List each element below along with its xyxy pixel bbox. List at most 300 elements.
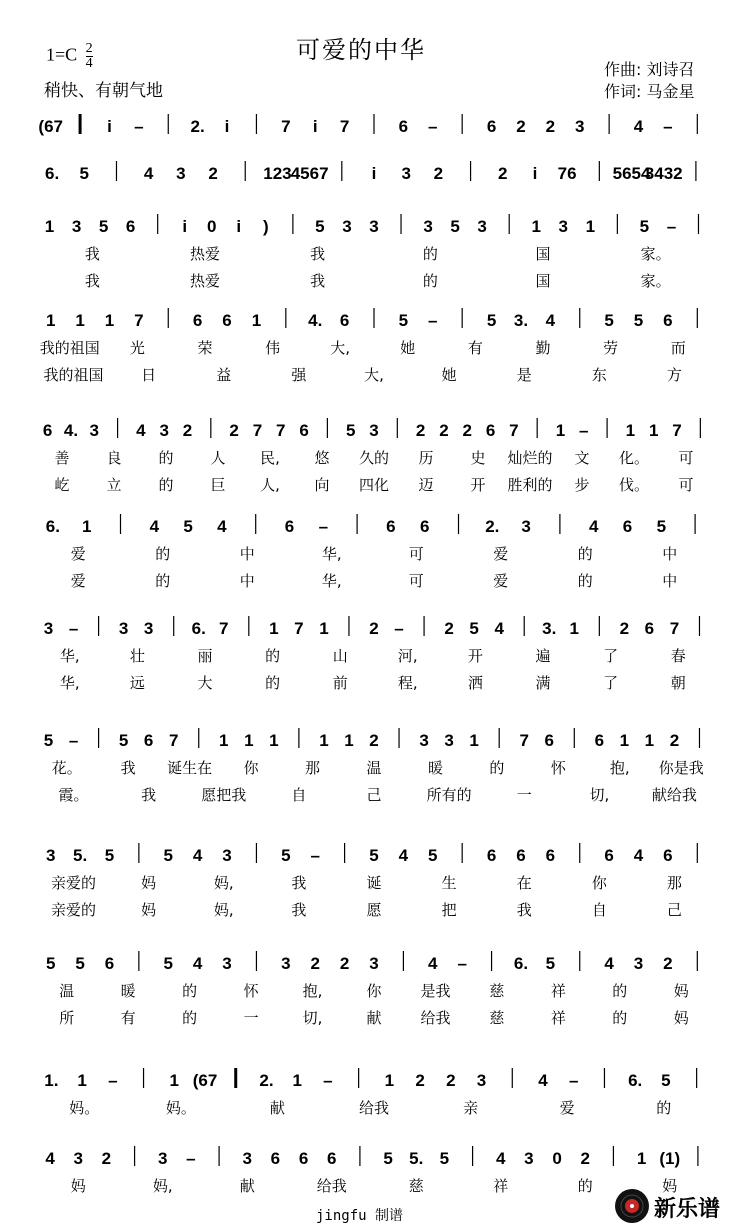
note: 1 — [219, 731, 229, 750]
brand-logo — [612, 1186, 745, 1225]
note: 1 — [104, 311, 115, 330]
note: 4 — [217, 517, 227, 536]
note: – — [323, 1071, 333, 1090]
lyric-syllable: 怀 — [243, 982, 259, 1000]
lyric-syllable: 生 — [441, 874, 457, 892]
lyric-syllable: 悠 — [314, 449, 330, 467]
lyric-syllable: 妈 — [141, 874, 157, 892]
lyric-syllable: 大, — [364, 366, 384, 384]
lyric-syllable: 中 — [239, 572, 255, 590]
lyric-syllable: 妈。 — [165, 1099, 196, 1117]
lyric-syllable: 勤 — [535, 339, 551, 357]
note: – — [310, 846, 320, 865]
note: (1) — [659, 1149, 681, 1168]
lyric-syllable: 爱 — [493, 545, 509, 563]
note: 1 — [619, 731, 630, 750]
note: 5 — [450, 217, 460, 236]
note: i — [371, 164, 377, 183]
lyric-syllable: 我 — [310, 245, 326, 263]
lyric-syllable: 祥 — [550, 1009, 566, 1027]
note: 7 — [339, 117, 350, 136]
note: 3 — [444, 731, 454, 750]
note: 1 — [169, 1071, 180, 1090]
note: 5 — [281, 846, 291, 865]
note: 3 — [222, 846, 232, 865]
note: 6. — [191, 619, 206, 638]
lyric-syllable: 是 — [516, 366, 532, 384]
note: 3 — [419, 731, 429, 750]
note: 6 — [663, 311, 673, 330]
note: 2 — [229, 421, 239, 440]
lyric-syllable: 朝 — [670, 674, 686, 692]
lyric-syllable: 慈 — [408, 1177, 424, 1195]
note: 6 — [544, 731, 554, 750]
lyric-syllable: 热爱 — [189, 272, 221, 290]
note: 1 — [269, 619, 279, 638]
note: 1 — [292, 1071, 302, 1090]
lyric-syllable: 华, — [321, 545, 342, 563]
note: 6 — [104, 954, 115, 973]
lyric-syllable: 所有的 — [426, 786, 472, 804]
note: 7 — [134, 311, 144, 330]
lyric-syllable: 壮 — [129, 647, 145, 665]
lyric-syllable: 向 — [314, 476, 330, 494]
lyric-syllable: 日 — [141, 366, 157, 384]
note: 5. — [409, 1149, 424, 1168]
note: 1 — [469, 731, 479, 750]
lyric-syllable: 伟 — [265, 339, 281, 357]
note: 6 — [192, 311, 203, 330]
note: (67 — [38, 117, 63, 136]
lyric-syllable: 可 — [678, 476, 694, 494]
note: 1 — [251, 311, 262, 330]
lyric-syllable: 亲爱的 — [51, 874, 97, 892]
lyric-syllable: 自 — [591, 901, 607, 919]
lyric-syllable: 我的祖国 — [43, 366, 104, 384]
note: 123 — [263, 164, 292, 183]
note: 5 — [75, 954, 85, 973]
note: 6 — [42, 421, 53, 440]
lyric-syllable: 中 — [662, 545, 678, 563]
note: 4 — [149, 517, 160, 536]
note: 6 — [386, 517, 396, 536]
lyric-syllable: 了 — [603, 647, 619, 665]
lyric-syllable: 的 — [155, 572, 171, 590]
note: 3 — [423, 217, 433, 236]
lyric-syllable: 的 — [612, 982, 628, 1000]
note: 5 — [345, 421, 356, 440]
lyric-syllable: 良 — [106, 449, 122, 467]
note: 0 — [207, 217, 217, 236]
score-system — [46, 514, 695, 590]
lyric-syllable: 化。 — [618, 449, 650, 467]
note: 6 — [604, 846, 614, 865]
note: 5 — [633, 311, 644, 330]
lyric-syllable: 有 — [467, 339, 483, 357]
lyric-syllable: 慈 — [489, 1009, 505, 1027]
lyric-syllable: 民, — [260, 449, 280, 467]
note: 6 — [298, 1149, 309, 1168]
note: 1 — [384, 1071, 395, 1090]
note: 5 — [43, 731, 54, 750]
note: 4 — [192, 846, 203, 865]
note: 6 — [663, 846, 673, 865]
lyric-syllable: 妈, — [213, 901, 234, 919]
note: 3 — [524, 1149, 534, 1168]
lyric-syllable: 的 — [265, 647, 281, 665]
note: 76 — [557, 164, 577, 183]
lyric-syllable: 她 — [441, 366, 457, 384]
score-system — [45, 214, 699, 290]
note: 5 — [79, 164, 90, 183]
lyric-syllable: 山 — [332, 647, 348, 665]
note: 2 — [433, 164, 444, 183]
note: 7 — [672, 421, 682, 440]
note: 2 — [439, 421, 449, 440]
note: 3 — [242, 1149, 252, 1168]
lyric-syllable: 祥 — [550, 982, 566, 1000]
lyric-syllable: 我 — [291, 874, 307, 892]
note: 6 — [143, 731, 154, 750]
lyric-syllable: 史 — [470, 449, 486, 467]
note: 1 — [44, 217, 55, 236]
note: 3 — [176, 164, 186, 183]
note: – — [457, 954, 467, 973]
lyric-syllable: 的 — [182, 1009, 198, 1027]
lyric-syllable: 我 — [516, 901, 532, 919]
lyric-syllable: 国 — [535, 245, 551, 263]
note: i — [182, 217, 188, 236]
time-denominator: 4 — [85, 56, 93, 71]
lyric-syllable: 我 — [84, 272, 100, 290]
note: 6 — [419, 517, 430, 536]
note: – — [428, 311, 438, 330]
lyric-syllable: 我 — [310, 272, 326, 290]
note: 5 — [183, 517, 193, 536]
note: 3 — [369, 217, 379, 236]
note: 3 — [222, 954, 232, 973]
score-system — [40, 308, 698, 384]
lyric-syllable: 给我 — [316, 1177, 347, 1195]
lyric-syllable: 程, — [397, 674, 418, 692]
note: 1 — [81, 517, 92, 536]
lyric-syllable: 献 — [239, 1177, 255, 1195]
note: 2 — [446, 1071, 456, 1090]
note: 6 — [486, 846, 497, 865]
note: 5 — [469, 619, 479, 638]
song-title: 可爱的中华 — [296, 36, 426, 64]
note: 6 — [516, 846, 526, 865]
note: 4 — [633, 846, 644, 865]
lyric-syllable: 胜利的 — [507, 476, 553, 494]
lyric-syllable: 东 — [591, 366, 607, 384]
lyric-syllable: 我 — [141, 786, 157, 804]
note: 2 — [415, 1071, 425, 1090]
score-system — [45, 1146, 698, 1195]
note: 6. — [628, 1071, 643, 1090]
note: – — [579, 421, 589, 440]
lyric-syllable: 而 — [670, 339, 686, 357]
lyric-syllable: 迈 — [418, 476, 434, 494]
lyric-syllable: 的 — [158, 449, 174, 467]
note: 6 — [339, 311, 350, 330]
lyric-syllable: 开 — [470, 476, 486, 494]
lyric-syllable: 有 — [120, 1009, 136, 1027]
lyric-syllable: 荣 — [197, 339, 213, 357]
lyric-syllable: 的 — [182, 982, 198, 1000]
lyric-syllable: 你是我 — [658, 759, 704, 777]
lyric-syllable: 妈, — [213, 874, 234, 892]
lyric-syllable: 慈 — [489, 982, 505, 1000]
note: 0 — [552, 1149, 562, 1168]
lyric-syllable: 遍 — [535, 647, 551, 665]
lyric-syllable: 我的祖国 — [39, 339, 100, 357]
note: i — [312, 117, 318, 136]
lyric-syllable: 步 — [574, 476, 590, 494]
note: – — [394, 619, 404, 638]
note: 1 — [75, 311, 85, 330]
lyric-syllable: 家。 — [640, 272, 671, 290]
note: 2. — [259, 1071, 274, 1090]
lyric-syllable: 献 — [366, 1009, 382, 1027]
note: – — [68, 619, 79, 638]
lyric-syllable: 大, — [330, 339, 351, 357]
lyric-syllable: 人, — [260, 476, 280, 494]
lyric-syllable: 给我 — [420, 1009, 451, 1027]
note: – — [68, 731, 79, 750]
note: 4 — [428, 954, 438, 973]
lyric-syllable: 一 — [516, 786, 532, 804]
note: 3 — [476, 1071, 487, 1090]
lyric-syllable: 你 — [591, 874, 607, 892]
note: 5 — [163, 846, 173, 865]
note: ) — [263, 217, 269, 236]
note: 1 — [269, 731, 279, 750]
lyric-syllable: 抱, — [302, 982, 323, 1000]
key-label: 1=C — [46, 44, 78, 65]
note: 6 — [270, 1149, 281, 1168]
note: 6 — [594, 731, 605, 750]
note: 3 — [521, 517, 531, 536]
note: 5 — [369, 846, 379, 865]
transcriber-credit: jingfu 制谱 — [316, 1208, 404, 1224]
note: 3. — [513, 311, 529, 330]
lyric-syllable: 可 — [408, 545, 424, 563]
lyric-syllable: 怀 — [550, 759, 566, 777]
note: 2 — [669, 731, 680, 750]
lyric-syllable: 那 — [305, 759, 321, 777]
note: 2 — [339, 954, 350, 973]
note: 7 — [294, 619, 304, 638]
lyric-syllable: 屹 — [54, 476, 70, 494]
note: 3 — [71, 217, 82, 236]
note: 5 — [45, 954, 56, 973]
lyric-syllable: 妈 — [673, 1009, 689, 1027]
note: 6. — [45, 517, 60, 536]
lyric-syllable: 的 — [577, 572, 593, 590]
note: 4 — [538, 1071, 548, 1090]
lyric-syllable: 一 — [243, 1009, 259, 1027]
score-system — [44, 616, 700, 692]
note: 4 — [633, 117, 644, 136]
note: 7 — [669, 619, 680, 638]
note: 3432 — [644, 164, 683, 183]
note: 1 — [569, 619, 580, 638]
lyric-syllable: 所 — [59, 1009, 75, 1027]
lyric-syllable: 诞 — [366, 874, 382, 892]
note: 6 — [284, 517, 295, 536]
lyric-syllable: 河, — [397, 647, 418, 665]
note: 3 — [45, 846, 56, 865]
note: i — [532, 164, 538, 183]
lyric-syllable: 方 — [666, 366, 682, 384]
note: – — [428, 117, 438, 136]
note: 4 — [604, 954, 614, 973]
lyric-syllable: 我 — [84, 245, 100, 263]
note: 5 — [398, 311, 409, 330]
note: 1 — [648, 421, 659, 440]
lyric-syllable: 妈 — [141, 901, 157, 919]
lyric-syllable: 己 — [366, 786, 382, 804]
lyric-syllable: 你 — [366, 982, 382, 1000]
lyric-syllable: 妈, — [152, 1177, 173, 1195]
lyric-syllable: 愿把我 — [201, 786, 247, 804]
brand-name: 新乐谱 — [654, 1197, 721, 1222]
note: 7 — [252, 421, 263, 440]
note: 1 — [77, 1071, 87, 1090]
lyric-syllable: 丽 — [197, 647, 213, 665]
lyric-syllable: 可 — [408, 572, 424, 590]
lyric-syllable: 亲 — [463, 1099, 479, 1117]
lyric-syllable: 华, — [321, 572, 342, 590]
note: 6 — [125, 217, 136, 236]
note: 1 — [585, 217, 596, 236]
lyric-syllable: 的 — [155, 545, 171, 563]
note: 1 — [531, 217, 541, 236]
lyric-syllable: 了 — [603, 674, 619, 692]
note: 4 — [545, 311, 556, 330]
note: 5 — [545, 954, 556, 973]
note: 4 — [494, 619, 504, 638]
lyric-syllable: 伐。 — [618, 476, 650, 494]
note: 4. — [63, 421, 79, 440]
note: 5 — [383, 1149, 393, 1168]
note: 3 — [477, 217, 487, 236]
note: 6 — [327, 1149, 337, 1168]
lyric-syllable: 暖 — [427, 759, 443, 777]
lyric-syllable: 妈 — [673, 982, 689, 1000]
lyric-syllable: 光 — [129, 339, 145, 357]
note: 5 — [104, 846, 115, 865]
score-system — [46, 843, 697, 919]
note: 3 — [118, 619, 129, 638]
lyric-syllable: 亲爱的 — [51, 901, 97, 919]
lyric-syllable: 洒 — [467, 674, 483, 692]
note: 2 — [415, 421, 426, 440]
note: 3 — [158, 1149, 168, 1168]
note: 1 — [319, 731, 329, 750]
note: 7 — [519, 731, 529, 750]
note: 5 — [118, 731, 129, 750]
lyric-syllable: 可 — [678, 449, 694, 467]
lyricist-credit: 作词: 马金星 — [604, 82, 695, 101]
lyric-syllable: 远 — [129, 674, 145, 692]
note: 4 — [143, 164, 154, 183]
note: (67 — [192, 1071, 218, 1090]
note: 7 — [276, 421, 286, 440]
lyric-syllable: 献 — [269, 1099, 285, 1117]
lyric-syllable: 善 — [54, 449, 70, 467]
note: i — [236, 217, 242, 236]
note: 4 — [136, 421, 146, 440]
note: – — [134, 117, 144, 136]
note: 2 — [462, 421, 472, 440]
lyric-syllable: 四化 — [358, 476, 390, 494]
note: 6 — [398, 117, 409, 136]
lyric-syllable: 温 — [366, 759, 382, 777]
lyric-syllable: 己 — [666, 901, 682, 919]
lyric-syllable: 文 — [574, 449, 590, 467]
note: 6 — [486, 117, 497, 136]
note: 1 — [244, 731, 254, 750]
note: 6 — [485, 421, 496, 440]
note: 6 — [299, 421, 309, 440]
lyric-syllable: 益 — [216, 366, 232, 384]
lyric-syllable: 把 — [441, 901, 457, 919]
lyric-syllable: 抱, — [609, 759, 630, 777]
note: 3 — [633, 954, 644, 973]
lyric-syllable: 的 — [577, 1177, 593, 1195]
lyric-syllable: 的 — [158, 476, 174, 494]
lyric-syllable: 的 — [422, 245, 438, 263]
lyric-syllable: 的 — [265, 674, 281, 692]
lyric-syllable: 霞。 — [58, 786, 89, 804]
lyric-syllable: 立 — [106, 476, 122, 494]
lyric-syllable: 华, — [59, 647, 80, 665]
note: 2 — [101, 1149, 112, 1168]
note: 6. — [45, 164, 60, 183]
lyric-syllable: 巨 — [210, 476, 226, 494]
lyric-syllable: 诞生在 — [167, 759, 213, 777]
note: 3 — [369, 421, 379, 440]
score-system — [45, 161, 696, 183]
note: 2 — [310, 954, 320, 973]
note: 4567 — [290, 164, 329, 183]
lyric-syllable: 你 — [243, 759, 259, 777]
note: 5654 — [612, 164, 651, 183]
composer-credit: 作曲: 刘诗召 — [604, 60, 695, 79]
lyric-syllable: 家。 — [640, 245, 671, 263]
lyric-syllable: 切, — [589, 786, 610, 804]
note: 6 — [545, 846, 556, 865]
lyric-syllable: 我 — [120, 759, 136, 777]
note: 5 — [486, 311, 497, 330]
lyric-syllable: 在 — [516, 874, 532, 892]
note: 7 — [219, 619, 229, 638]
lyric-syllable: 强 — [291, 366, 307, 384]
lyric-syllable: 温 — [59, 982, 75, 1000]
score-system — [46, 951, 697, 1027]
note: i — [224, 117, 230, 136]
note: 6 — [622, 517, 633, 536]
lyric-syllable: 中 — [662, 572, 678, 590]
lyric-syllable: 中 — [239, 545, 255, 563]
note: 2. — [190, 117, 205, 136]
note: – — [108, 1071, 118, 1090]
lyric-syllable: 的 — [422, 272, 438, 290]
lyric-syllable: 爱 — [70, 572, 86, 590]
tempo-marking: 稍快、有朝气地 — [44, 81, 163, 101]
